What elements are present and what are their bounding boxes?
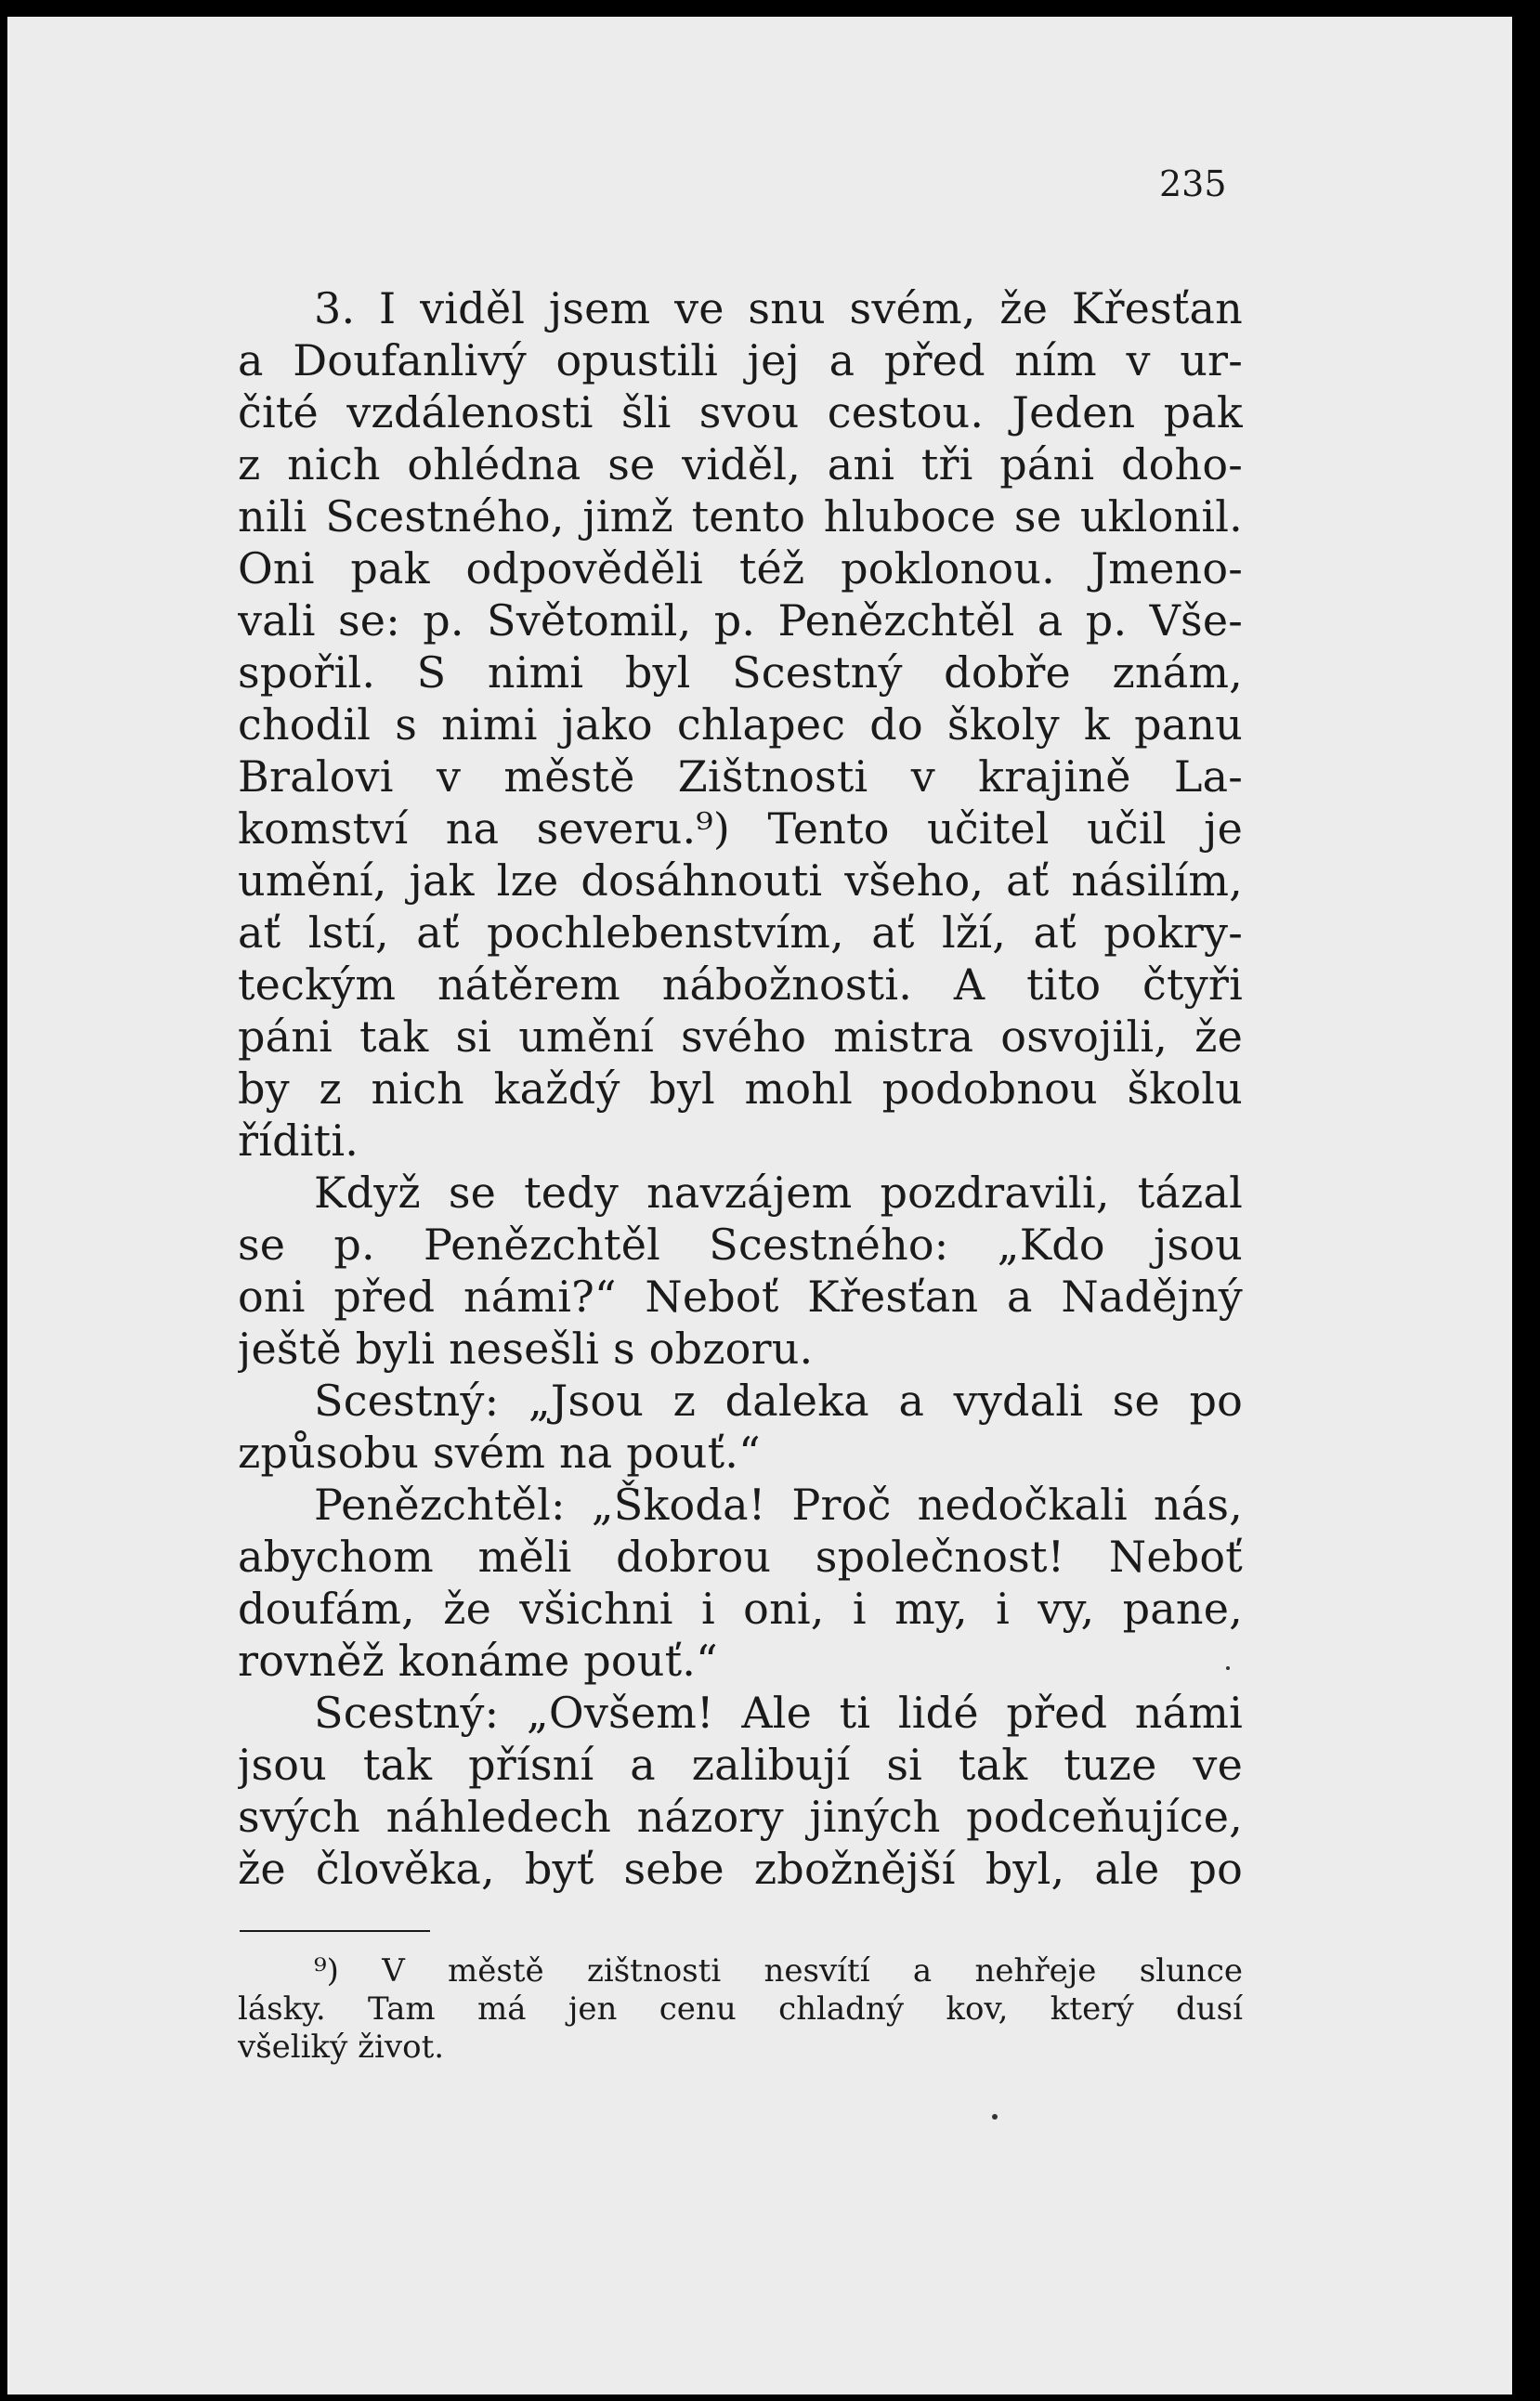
text-line: Bralovi v městě Zištnosti v krajině La- xyxy=(238,751,1243,802)
text-line: abychom měli dobrou společnost! Neboť xyxy=(238,1532,1243,1582)
text-line: nili Scestného, jimž tento hluboce se uklonil. xyxy=(238,491,1243,542)
text-line: vali se: p. Světomil, p. Penězchtěl a p. Vše- xyxy=(238,595,1243,646)
text-line: umění, jak lze dosáhnouti všeho, ať násilím, xyxy=(238,855,1243,906)
text-line: čité vzdálenosti šli svou cestou. Jeden pak xyxy=(238,387,1243,437)
text-line: by z nich každý byl mohl podobnou školu xyxy=(238,1063,1243,1114)
text-line: se p. Penězchtěl Scestného: „Kdo jsou xyxy=(238,1220,1243,1270)
text-line: že člověka, byť sebe zbožnější byl, ale po xyxy=(238,1844,1243,1894)
footnote-line: všeliký život. xyxy=(238,2029,445,2066)
text-line: z nich ohlédna se viděl, ani tři páni doho- xyxy=(238,439,1243,489)
text-line: teckým nátěrem nábožnosti. A tito čtyři xyxy=(238,959,1243,1010)
text-line: 3. I viděl jsem ve snu svém, že Křesťan xyxy=(314,283,1243,333)
text-line: chodil s nimi jako chlapec do školy k panu xyxy=(238,699,1243,750)
text-line: páni tak si umění svého mistra osvojili, že xyxy=(238,1011,1243,1062)
page-number: 235 xyxy=(1159,163,1227,204)
text-line: oni před námi?“ Neboť Křesťan a Nadějný xyxy=(238,1272,1243,1322)
text-line: Scestný: „Ovšem! Ale ti lidé před námi xyxy=(314,1688,1243,1738)
text-line: doufám, že všichni i oni, i my, i vy, pane, xyxy=(238,1584,1243,1634)
text-line: svých náhledech názory jiných podceňujíce, xyxy=(238,1792,1243,1842)
body-text xyxy=(238,282,1243,1895)
print-speck xyxy=(1226,1666,1230,1670)
text-line: a Doufanlivý opustili jej a před ním v ur- xyxy=(238,335,1243,385)
text-line: rovněž konáme pouť.“ xyxy=(238,1636,718,1686)
text-line: komství na severu.⁹) Tento učitel učil je xyxy=(238,803,1243,854)
text-line: způsobu svém na pouť.“ xyxy=(238,1428,761,1478)
print-speck xyxy=(992,2114,998,2120)
footnote-line: ⁹) V městě zištnosti nesvítí a nehřeje slunce xyxy=(314,1952,1243,1990)
text-line: Penězchtěl: „Škoda! Proč nedočkali nás, xyxy=(314,1480,1243,1530)
text-line: Když se tedy navzájem pozdravili, tázal xyxy=(314,1168,1243,1218)
text-line: Scestný: „Jsou z daleka a vydali se po xyxy=(314,1376,1243,1426)
text-line: spořil. S nimi byl Scestný dobře znám, xyxy=(238,647,1243,698)
text-line: ještě byli nesešli s obzoru. xyxy=(238,1324,814,1374)
book-page xyxy=(7,17,1512,2394)
footnote-line: lásky. Tam má jen cenu chladný kov, který dusí xyxy=(238,1990,1243,2028)
text-line: Oni pak odpověděli též poklonou. Jmeno- xyxy=(238,543,1243,594)
footnote-divider xyxy=(240,1930,430,1932)
text-line: jsou tak přísní a zalibují si tak tuze ve xyxy=(238,1740,1243,1790)
footnote xyxy=(238,1952,1243,2067)
text-line: ať lstí, ať pochlebenstvím, ať lží, ať pokry- xyxy=(238,907,1243,958)
text-line: říditi. xyxy=(238,1116,359,1166)
